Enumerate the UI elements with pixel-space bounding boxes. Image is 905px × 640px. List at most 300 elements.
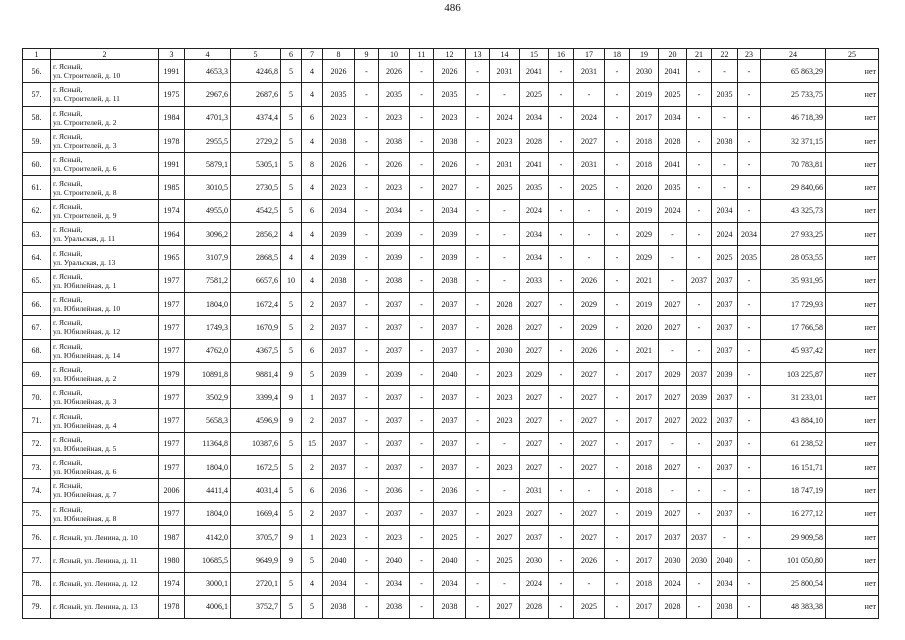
cell-col-19: 2019 (630, 199, 659, 222)
address-line-1: г. Ясный, (53, 201, 83, 211)
cell-col-3: 1977 (159, 386, 185, 409)
cell-col-10: 2037 (379, 339, 410, 362)
row-number: 79. (23, 595, 51, 618)
cell-col-25: нет (826, 176, 879, 199)
cell-col-17: 2027 (574, 129, 605, 152)
cell-col-7: 8 (302, 153, 323, 176)
cell-col-24: 46 718,39 (761, 106, 826, 129)
cell-col-5: 9649,9 (231, 549, 281, 572)
cell-col-21: - (687, 176, 712, 199)
address-line-1: г. Ясный, (53, 271, 83, 281)
cell-col-21: - (687, 223, 712, 246)
cell-col-3: 1980 (159, 549, 185, 572)
cell-col-5: 3705,7 (231, 525, 281, 548)
cell-col-19: 2017 (630, 432, 659, 455)
address-line-2: ул. Строителей, д. 2 (53, 117, 117, 127)
cell-col-18: - (605, 572, 630, 595)
cell-col-4: 3096,2 (185, 223, 231, 246)
cell-col-5: 4542,5 (231, 199, 281, 222)
cell-col-4: 3000,1 (185, 572, 231, 595)
cell-col-5: 2729,2 (231, 129, 281, 152)
cell-col-24: 29 909,58 (761, 525, 826, 548)
cell-col-15: 2031 (520, 479, 549, 502)
column-header-20: 20 (659, 49, 687, 60)
cell-col-4: 1749,3 (185, 316, 231, 339)
cell-col-14: - (490, 83, 520, 106)
address-line-1: г. Ясный, (53, 341, 83, 351)
address-line-1: г. Ясный, (53, 504, 83, 514)
cell-col-23: - (738, 292, 761, 315)
cell-col-10: 2026 (379, 153, 410, 176)
column-header-19: 19 (630, 49, 659, 60)
column-header-6: 6 (281, 49, 302, 60)
cell-col-20: - (659, 246, 687, 269)
table-row (23, 316, 879, 339)
cell-col-4: 3010,5 (185, 176, 231, 199)
cell-col-9: - (355, 129, 379, 152)
column-header-12: 12 (434, 49, 466, 60)
cell-col-9: - (355, 549, 379, 572)
column-header-25: 25 (826, 49, 879, 60)
address-line-1: г. Ясный, (53, 388, 83, 398)
address-line-2: ул. Строителей, д. 6 (53, 164, 117, 174)
cell-col-10: 2037 (379, 386, 410, 409)
cell-col-13: - (466, 129, 490, 152)
cell-col-23: - (738, 339, 761, 362)
cell-col-22: - (712, 525, 738, 548)
row-number: 61. (23, 176, 51, 199)
address-line-2: ул. Юбилейная, д. 2 (53, 374, 117, 383)
cell-col-24: 17 766,58 (761, 316, 826, 339)
cell-col-12: 2037 (434, 432, 466, 455)
table-row (23, 223, 879, 246)
cell-col-25: нет (826, 432, 879, 455)
cell-col-18: - (605, 83, 630, 106)
cell-col-11: - (410, 106, 434, 129)
row-number: 68. (23, 339, 51, 362)
cell-col-24: 65 863,29 (761, 60, 826, 83)
cell-col-19: 2018 (630, 456, 659, 479)
table-body (23, 60, 879, 619)
cell-col-3: 1974 (159, 199, 185, 222)
cell-col-16: - (549, 409, 574, 432)
cell-col-8: 2037 (323, 502, 355, 525)
cell-col-18: - (605, 292, 630, 315)
cell-col-17: 2027 (574, 409, 605, 432)
cell-col-19: 2020 (630, 176, 659, 199)
cell-col-11: - (410, 456, 434, 479)
cell-col-22: 2040 (712, 549, 738, 572)
cell-col-5: 2720,1 (231, 572, 281, 595)
cell-col-25: нет (826, 456, 879, 479)
cell-col-23: - (738, 409, 761, 432)
cell-col-4: 7581,2 (185, 269, 231, 292)
cell-col-15: 2024 (520, 572, 549, 595)
cell-col-4: 10891,8 (185, 362, 231, 385)
address-line-1: г. Ясный, ул. Ленина, д. 13 (53, 602, 138, 612)
address-line-2: ул. Юбилейная, д. 6 (53, 467, 117, 477)
cell-col-15: 2034 (520, 106, 549, 129)
cell-col-23: - (738, 176, 761, 199)
cell-col-23: - (738, 525, 761, 548)
cell-col-13: - (466, 246, 490, 269)
cell-col-11: - (410, 386, 434, 409)
cell-col-23: - (738, 129, 761, 152)
cell-col-25: нет (826, 199, 879, 222)
cell-col-7: 2 (302, 456, 323, 479)
cell-col-7: 5 (302, 549, 323, 572)
cell-col-4: 4006,1 (185, 595, 231, 618)
cell-col-16: - (549, 292, 574, 315)
cell-col-4: 3107,9 (185, 246, 231, 269)
cell-col-15: 2028 (520, 595, 549, 618)
cell-col-8: 2034 (323, 572, 355, 595)
cell-col-16: - (549, 246, 574, 269)
cell-col-10: 2023 (379, 525, 410, 548)
cell-col-8: 2023 (323, 106, 355, 129)
column-header-22: 22 (712, 49, 738, 60)
cell-col-25: нет (826, 572, 879, 595)
cell-col-10: 2039 (379, 246, 410, 269)
address-cell (51, 223, 159, 246)
cell-col-24: 103 225,87 (761, 362, 826, 385)
cell-col-4: 4653,3 (185, 60, 231, 83)
cell-col-18: - (605, 549, 630, 572)
cell-col-11: - (410, 269, 434, 292)
cell-col-9: - (355, 269, 379, 292)
cell-col-7: 5 (302, 595, 323, 618)
cell-col-16: - (549, 479, 574, 502)
cell-col-12: 2026 (434, 153, 466, 176)
cell-col-5: 2687,6 (231, 83, 281, 106)
cell-col-24: 31 233,01 (761, 386, 826, 409)
cell-col-19: 2018 (630, 479, 659, 502)
table-row (23, 595, 879, 618)
cell-col-12: 2039 (434, 223, 466, 246)
cell-col-6: 5 (281, 83, 302, 106)
cell-col-8: 2038 (323, 269, 355, 292)
address-line-1: г. Ясный, (53, 458, 83, 468)
row-number: 67. (23, 316, 51, 339)
cell-col-7: 4 (302, 60, 323, 83)
cell-col-20: 2027 (659, 502, 687, 525)
cell-col-23: - (738, 479, 761, 502)
cell-col-15: 2027 (520, 316, 549, 339)
address-cell (51, 106, 159, 129)
cell-col-22: 2037 (712, 409, 738, 432)
cell-col-9: - (355, 316, 379, 339)
cell-col-8: 2037 (323, 316, 355, 339)
cell-col-10: 2026 (379, 60, 410, 83)
cell-col-5: 1672,5 (231, 456, 281, 479)
cell-col-6: 5 (281, 129, 302, 152)
cell-col-12: 2038 (434, 269, 466, 292)
cell-col-5: 2868,5 (231, 246, 281, 269)
cell-col-21: - (687, 456, 712, 479)
cell-col-24: 35 931,95 (761, 269, 826, 292)
cell-col-7: 4 (302, 176, 323, 199)
address-cell (51, 129, 159, 152)
cell-col-18: - (605, 525, 630, 548)
cell-col-7: 5 (302, 362, 323, 385)
cell-col-7: 6 (302, 479, 323, 502)
cell-col-22: 2037 (712, 339, 738, 362)
cell-col-8: 2036 (323, 479, 355, 502)
address-cell (51, 176, 159, 199)
cell-col-22: 2038 (712, 595, 738, 618)
cell-col-22: - (712, 479, 738, 502)
cell-col-11: - (410, 176, 434, 199)
cell-col-4: 5658,3 (185, 409, 231, 432)
cell-col-21: - (687, 316, 712, 339)
cell-col-3: 1977 (159, 316, 185, 339)
table-row (23, 339, 879, 362)
cell-col-15: 2029 (520, 362, 549, 385)
row-number: 71. (23, 409, 51, 432)
cell-col-23: - (738, 595, 761, 618)
cell-col-10: 2038 (379, 129, 410, 152)
cell-col-14: 2023 (490, 129, 520, 152)
cell-col-4: 4762,0 (185, 339, 231, 362)
cell-col-20: 2024 (659, 572, 687, 595)
column-header-4: 4 (185, 49, 231, 60)
cell-col-24: 29 840,66 (761, 176, 826, 199)
cell-col-25: нет (826, 246, 879, 269)
cell-col-19: 2017 (630, 549, 659, 572)
row-number: 73. (23, 456, 51, 479)
address-cell (51, 525, 159, 548)
address-cell (51, 246, 159, 269)
cell-col-20: 2028 (659, 129, 687, 152)
cell-col-22: 2037 (712, 432, 738, 455)
table-row (23, 106, 879, 129)
cell-col-6: 5 (281, 106, 302, 129)
column-number-row (23, 49, 879, 60)
address-cell (51, 432, 159, 455)
cell-col-13: - (466, 525, 490, 548)
cell-col-13: - (466, 269, 490, 292)
cell-col-18: - (605, 60, 630, 83)
cell-col-24: 32 371,15 (761, 129, 826, 152)
table-row (23, 409, 879, 432)
cell-col-6: 5 (281, 502, 302, 525)
cell-col-22: 2035 (712, 83, 738, 106)
cell-col-25: нет (826, 292, 879, 315)
address-line-2: ул. Юбилейная, д. 7 (53, 490, 117, 500)
cell-col-5: 1670,9 (231, 316, 281, 339)
cell-col-8: 2026 (323, 153, 355, 176)
cell-col-3: 1974 (159, 572, 185, 595)
address-cell (51, 572, 159, 595)
cell-col-4: 2967,6 (185, 83, 231, 106)
cell-col-21: - (687, 479, 712, 502)
cell-col-3: 1984 (159, 106, 185, 129)
cell-col-22: - (712, 106, 738, 129)
cell-col-4: 1804,0 (185, 456, 231, 479)
cell-col-21: - (687, 83, 712, 106)
cell-col-8: 2040 (323, 549, 355, 572)
table-row (23, 153, 879, 176)
table-row (23, 432, 879, 455)
table-row (23, 386, 879, 409)
cell-col-18: - (605, 129, 630, 152)
cell-col-9: - (355, 386, 379, 409)
cell-col-13: - (466, 316, 490, 339)
cell-col-20: - (659, 339, 687, 362)
cell-col-20: 2025 (659, 83, 687, 106)
cell-col-24: 101 050,80 (761, 549, 826, 572)
cell-col-17: 2027 (574, 456, 605, 479)
cell-col-19: 2020 (630, 316, 659, 339)
row-number: 74. (23, 479, 51, 502)
cell-col-22: 2039 (712, 362, 738, 385)
address-line-2: ул. Строителей, д. 9 (53, 210, 117, 220)
address-line-1: г. Ясный, (53, 225, 83, 235)
cell-col-15: 2027 (520, 409, 549, 432)
table-row (23, 83, 879, 106)
cell-col-11: - (410, 525, 434, 548)
cell-col-11: - (410, 292, 434, 315)
cell-col-13: - (466, 223, 490, 246)
cell-col-12: 2034 (434, 199, 466, 222)
cell-col-25: нет (826, 595, 879, 618)
cell-col-20: 2027 (659, 316, 687, 339)
cell-col-4: 4411,4 (185, 479, 231, 502)
cell-col-6: 10 (281, 269, 302, 292)
cell-col-16: - (549, 572, 574, 595)
cell-col-17: 2031 (574, 60, 605, 83)
cell-col-14: 2023 (490, 362, 520, 385)
row-number: 65. (23, 269, 51, 292)
cell-col-16: - (549, 199, 574, 222)
cell-col-13: - (466, 362, 490, 385)
row-number: 57. (23, 83, 51, 106)
cell-col-23: 2034 (738, 223, 761, 246)
cell-col-19: 2029 (630, 246, 659, 269)
cell-col-14: 2030 (490, 339, 520, 362)
cell-col-14: 2027 (490, 595, 520, 618)
cell-col-10: 2037 (379, 502, 410, 525)
column-header-10: 10 (379, 49, 410, 60)
cell-col-21: - (687, 595, 712, 618)
cell-col-14: 2031 (490, 60, 520, 83)
cell-col-12: 2037 (434, 409, 466, 432)
cell-col-7: 2 (302, 409, 323, 432)
cell-col-4: 4955,0 (185, 199, 231, 222)
cell-col-13: - (466, 502, 490, 525)
address-cell (51, 502, 159, 525)
row-number: 77. (23, 549, 51, 572)
column-header-9: 9 (355, 49, 379, 60)
cell-col-3: 1977 (159, 409, 185, 432)
cell-col-21: - (687, 153, 712, 176)
cell-col-24: 27 933,25 (761, 223, 826, 246)
cell-col-21: - (687, 432, 712, 455)
cell-col-7: 15 (302, 432, 323, 455)
cell-col-10: 2038 (379, 269, 410, 292)
cell-col-18: - (605, 479, 630, 502)
cell-col-10: 2037 (379, 432, 410, 455)
cell-col-16: - (549, 386, 574, 409)
cell-col-19: 2029 (630, 223, 659, 246)
cell-col-13: - (466, 176, 490, 199)
cell-col-16: - (549, 153, 574, 176)
cell-col-15: 2041 (520, 60, 549, 83)
column-header-21: 21 (687, 49, 712, 60)
row-number: 59. (23, 129, 51, 152)
cell-col-15: 2027 (520, 456, 549, 479)
cell-col-5: 1669,4 (231, 502, 281, 525)
cell-col-3: 1987 (159, 525, 185, 548)
cell-col-3: 1978 (159, 595, 185, 618)
cell-col-22: - (712, 153, 738, 176)
cell-col-16: - (549, 525, 574, 548)
cell-col-8: 2038 (323, 129, 355, 152)
cell-col-16: - (549, 316, 574, 339)
cell-col-18: - (605, 456, 630, 479)
address-line-1: г. Ясный, ул. Ленина, д. 10 (53, 532, 138, 542)
address-line-1: г. Ясный, (53, 108, 83, 118)
cell-col-9: - (355, 292, 379, 315)
table-row (23, 572, 879, 595)
cell-col-13: - (466, 106, 490, 129)
cell-col-18: - (605, 432, 630, 455)
cell-col-16: - (549, 129, 574, 152)
cell-col-18: - (605, 502, 630, 525)
cell-col-24: 45 937,42 (761, 339, 826, 362)
cell-col-12: 2037 (434, 292, 466, 315)
cell-col-3: 1977 (159, 432, 185, 455)
cell-col-17: 2029 (574, 316, 605, 339)
cell-col-12: 2037 (434, 316, 466, 339)
cell-col-15: 2027 (520, 386, 549, 409)
cell-col-9: - (355, 176, 379, 199)
cell-col-20: 2024 (659, 199, 687, 222)
cell-col-24: 70 783,81 (761, 153, 826, 176)
cell-col-14: 2025 (490, 549, 520, 572)
cell-col-20: - (659, 223, 687, 246)
cell-col-3: 1965 (159, 246, 185, 269)
table-row (23, 479, 879, 502)
address-line-1: г. Ясный, (53, 365, 83, 374)
cell-col-6: 4 (281, 246, 302, 269)
cell-col-22: 2037 (712, 502, 738, 525)
cell-col-15: 2037 (520, 525, 549, 548)
cell-col-6: 5 (281, 292, 302, 315)
cell-col-9: - (355, 60, 379, 83)
address-cell (51, 199, 159, 222)
cell-col-11: - (410, 409, 434, 432)
row-number: 76. (23, 525, 51, 548)
cell-col-14: - (490, 223, 520, 246)
cell-col-8: 2037 (323, 409, 355, 432)
cell-col-25: нет (826, 362, 879, 385)
cell-col-3: 1979 (159, 362, 185, 385)
cell-col-24: 25 800,54 (761, 572, 826, 595)
address-line-2: ул. Строителей, д. 8 (53, 187, 117, 197)
cell-col-14: 2027 (490, 525, 520, 548)
cell-col-23: - (738, 316, 761, 339)
cell-col-16: - (549, 223, 574, 246)
cell-col-12: 2038 (434, 595, 466, 618)
cell-col-17: 2027 (574, 502, 605, 525)
row-number: 78. (23, 572, 51, 595)
cell-col-20: 2029 (659, 362, 687, 385)
column-header-8: 8 (323, 49, 355, 60)
cell-col-20: 2035 (659, 176, 687, 199)
cell-col-21: 2039 (687, 386, 712, 409)
cell-col-7: 4 (302, 129, 323, 152)
